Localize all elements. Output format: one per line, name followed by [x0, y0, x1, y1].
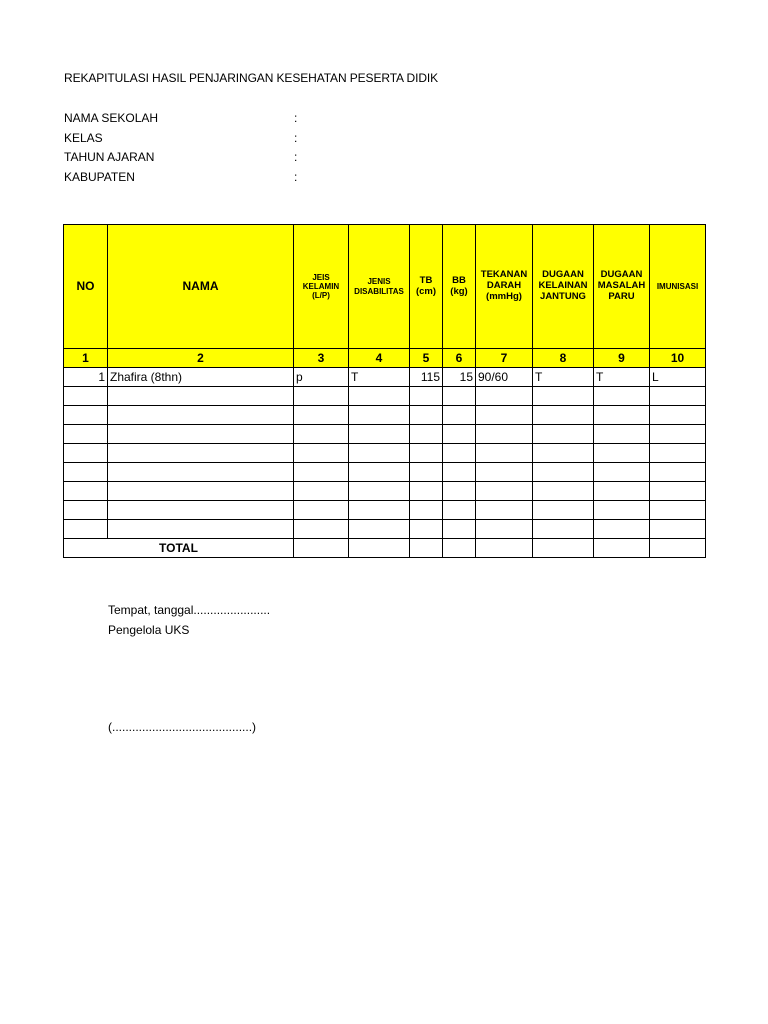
column-number: 7 — [476, 349, 533, 368]
header-height: TB (cm) — [410, 225, 443, 349]
info-colon: : — [294, 111, 298, 125]
cell-nama: Zhafira (8thn) — [108, 368, 294, 387]
table-row-empty — [64, 482, 706, 501]
cell-blood-pressure: 90/60 — [476, 368, 533, 387]
info-label: KELAS — [64, 130, 103, 145]
table-row-empty — [64, 425, 706, 444]
info-label: TAHUN AJARAN — [64, 150, 155, 164]
cell-height: 115 — [410, 368, 443, 387]
table-row-empty — [64, 406, 706, 425]
header-blood-pressure: TEKANAN DARAH (mmHg) — [476, 225, 533, 349]
header-no: NO — [64, 225, 108, 349]
table-row-empty — [64, 520, 706, 539]
column-number: 6 — [443, 349, 476, 368]
column-number: 9 — [594, 349, 650, 368]
info-label: KABUPATEN — [64, 169, 135, 184]
recap-table — [63, 224, 706, 558]
column-number: 3 — [294, 349, 349, 368]
table-row-empty — [64, 501, 706, 520]
table-row — [64, 368, 706, 387]
column-number: 2 — [108, 349, 294, 368]
column-number: 10 — [650, 349, 706, 368]
cell-no: 1 — [64, 368, 108, 387]
table-row-empty — [64, 463, 706, 482]
cell-disability: T — [349, 368, 410, 387]
column-number: 5 — [410, 349, 443, 368]
info-colon: : — [294, 169, 298, 184]
info-colon: : — [294, 150, 298, 164]
cell-gender: p — [294, 368, 349, 387]
header-nama: NAMA — [108, 225, 294, 349]
header-disability: JENIS DISABILITAS — [349, 225, 410, 349]
column-number: 4 — [349, 349, 410, 368]
signature-place-date: Tempat, tanggal....................... — [108, 603, 271, 617]
signature-name-line: (..........................................) — [108, 720, 257, 734]
cell-lung: T — [594, 368, 650, 387]
header-immunization: IMUNISASI — [650, 225, 706, 349]
total-label: TOTAL — [64, 539, 294, 558]
header-row — [64, 225, 706, 349]
header-gender: JEIS KELAMIN (L/P) — [294, 225, 349, 349]
header-heart: DUGAAN KELAINAN JANTUNG — [533, 225, 594, 349]
header-weight: BB (kg) — [443, 225, 476, 349]
info-colon: : — [294, 130, 298, 145]
total-row — [64, 539, 706, 558]
column-number: 1 — [64, 349, 108, 368]
info-label: NAMA SEKOLAH — [64, 111, 159, 125]
cell-immunization: L — [650, 368, 706, 387]
cell-heart: T — [533, 368, 594, 387]
column-number-row — [64, 349, 706, 368]
table-row-empty — [64, 387, 706, 406]
cell-weight: 15 — [443, 368, 476, 387]
table-row-empty — [64, 444, 706, 463]
column-number: 8 — [533, 349, 594, 368]
document-title: REKAPITULASI HASIL PENJARINGAN KESEHATAN PESERTA DIDIK — [64, 71, 439, 85]
signature-role: Pengelola UKS — [108, 623, 190, 637]
header-lung: DUGAAN MASALAH PARU — [594, 225, 650, 349]
